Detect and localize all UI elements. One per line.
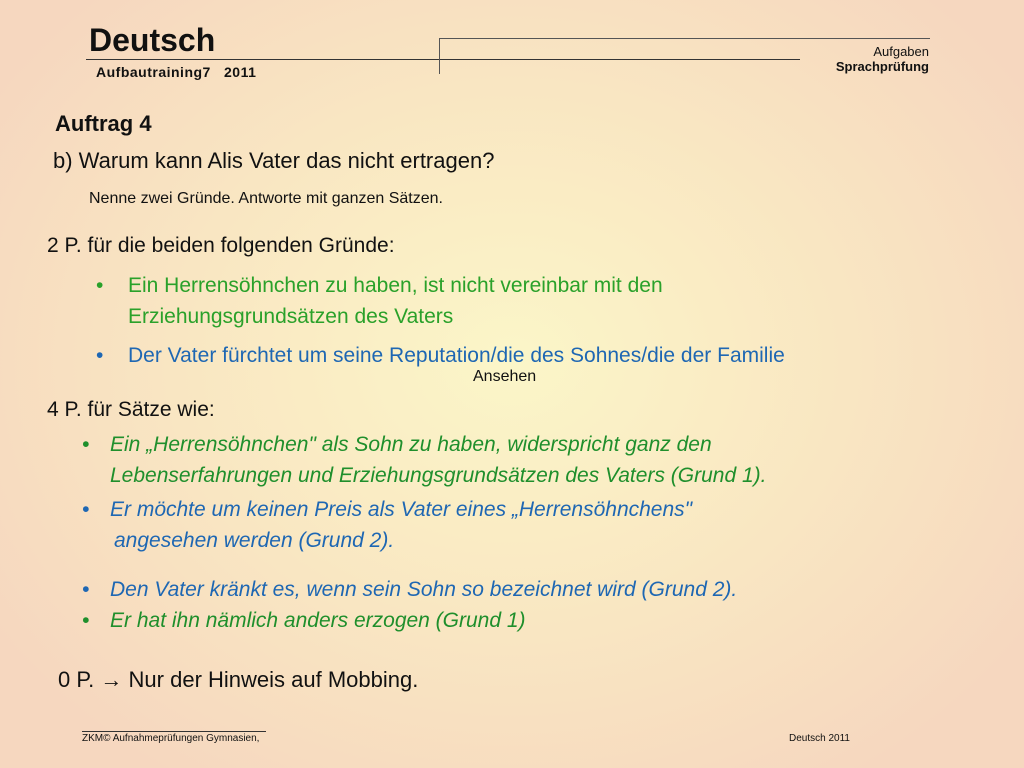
footer-left: ZKM© Aufnahmeprüfungen Gymnasien, [82,733,260,744]
list-item [82,574,942,605]
section-4p-heading: 4 P. für Sätze wie: [47,398,215,421]
section-0p-text: Nur der Hinweis auf Mobbing. [122,667,419,692]
list-item-text: Er hat ihn nämlich anders erzogen (Grund 1) [110,609,526,632]
list-item-text: Ein „Herrensöhnchen" als Sohn zu haben, widerspricht ganz den [110,433,712,456]
section-2p-heading: 2 P. für die beiden folgenden Gründe: [47,234,395,257]
bullet-icon: • [82,498,90,521]
list-item-text: angesehen werden (Grund 2). [114,529,395,552]
list-item [82,605,942,636]
list-item-text: Lebenserfahrungen und Erziehungsgrundsätzen des Vaters (Grund 1). [110,464,767,487]
list-item [96,340,946,371]
arrow-right-icon: → [100,667,123,692]
header-right-sublabel: Sprachprüfung [835,59,929,74]
list-item [82,494,942,556]
list-item [96,270,936,332]
list-item [82,429,942,491]
task-heading: Auftrag 4 [55,111,152,136]
header-divider-vertical [439,38,440,74]
footer-divider [82,731,266,732]
bullet-icon: • [82,578,90,601]
header-divider-top [439,38,930,39]
bullet-icon: • [82,433,90,456]
list-item-text: Ein Herrensöhnchen zu haben, ist nicht vereinbar mit den [128,274,663,297]
list-item-text: Der Vater fürchtet um seine Reputation/die des Sohnes/die der Familie [128,344,785,367]
list-item-text: Den Vater kränkt es, wenn sein Sohn so bezeichnet wird (Grund 2). [110,578,738,601]
annotation-note: Ansehen [473,368,537,385]
footer-right: Deutsch 2011 [789,733,850,744]
header-divider [86,59,800,60]
section-0p-prefix: 0 P. [58,667,101,692]
page-title: Deutsch [89,22,216,58]
bullet-icon: • [96,274,104,297]
header-right-label: Aufgaben [873,44,929,59]
list-item-text: Erziehungsgrundsätzen des Vaters [128,305,454,328]
task-question: b) Warum kann Alis Vater das nicht ertragen? [53,148,495,173]
list-item-text: Er möchte um keinen Preis als Vater eines „Herrensöhnchens" [110,498,693,521]
page-subtitle: Aufbautraining7 2011 [96,64,257,80]
task-instruction: Nenne zwei Gründe. Antworte mit ganzen Sätzen. [89,190,443,207]
bullet-icon: • [82,609,90,632]
section-0p [58,667,418,693]
bullet-icon: • [96,344,104,367]
